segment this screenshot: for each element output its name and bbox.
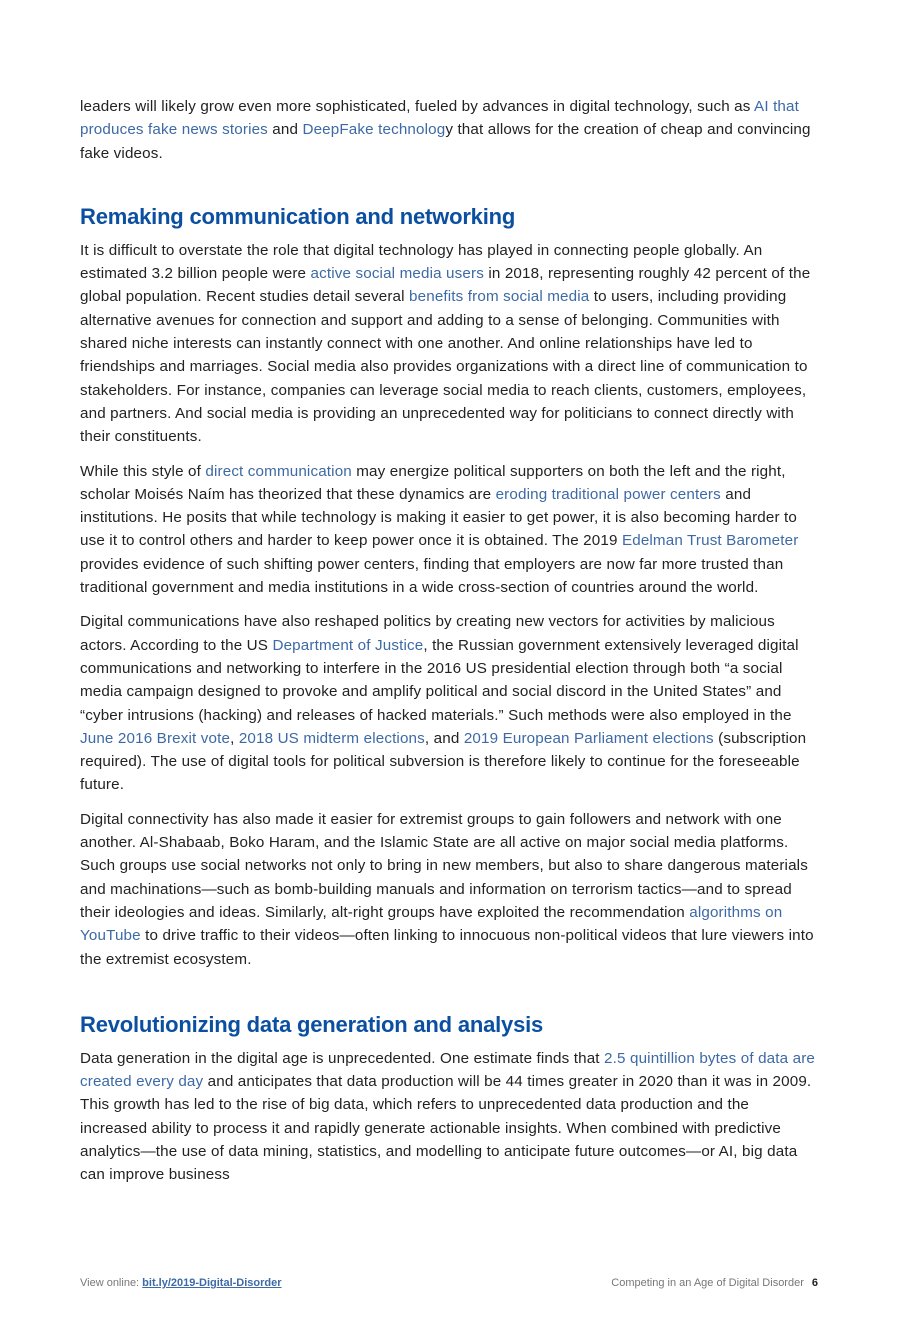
link-brexit-vote[interactable]: June 2016 Brexit vote (80, 729, 231, 747)
section-heading-data-generation: Revolutionizing data generation and analysis (80, 1011, 544, 1037)
paragraph-malicious-actors: Digital communications have also reshaped politics by creating new vectors for activities by malicious actors. According to the US Department of Justice, the Russian government extensively leveraged digital communications and networking to interfere in the 2016 US presidential election through both “a social media campaign designed to provoke and amplify political and social discord in the United States” and “cyber intrusions (hacking) and releases of hacked materials.” Such methods were also employed in the June 2016 Brexit vote, 2018 US midterm elections, and 2019 European Parliament elections (subscription required). The use of digital tools for political subversion is therefore likely to continue for the foreseeable future. (80, 613, 807, 794)
footer-doc-title: Competing in an Age of Digital Disorder (611, 1277, 804, 1289)
link-quintillion-bytes[interactable]: 2.5 quintillion bytes of data are created every day (80, 1049, 816, 1091)
link-edelman-trust-barometer[interactable]: Edelman Trust Barometer (621, 532, 799, 550)
link-ai-fake-news[interactable]: AI that produces fake news stories (80, 98, 799, 139)
page-number: 6 (811, 1277, 818, 1289)
link-department-of-justice[interactable]: Department of Justice (272, 636, 424, 654)
footer-link[interactable]: bit.ly/2019-Digital-Disorder (142, 1277, 282, 1289)
footer-doc-info (611, 1277, 818, 1289)
paragraph-connecting-people: It is difficult to overstate the role that digital technology has played in connecting people globally. An estimated 3.2 billion people were active social media users in 2018, representing roughly 42 percent of the global population. Recent studies detail several benefits from social media to users, including providing alternative avenues for connection and support and adding to a sense of belonging. Communities with shared niche interests can instantly connect with one another. And online relationships have led to friendships and marriages. Social media also provides organizations with a direct line of communication to stakeholders. For instance, companies can leverage social media to reach clients, customers, employees, and partners. And social media is providing an unprecedented way for politicians to connect directly with their constituents. (80, 241, 811, 446)
link-deepfake-technology[interactable]: DeepFake technolog (302, 121, 446, 139)
link-european-parliament-elections[interactable]: 2019 European Parliament elections (463, 729, 714, 747)
paragraph-extremist-groups: Digital connectivity has also made it easier for extremist groups to gain followers and network with one another. Al-Shabaab, Boko Haram, and the Islamic State are all active on major social media platforms. Such groups use social networks not only to bring in new members, but also to share dangerous materials and machinations—such as bomb-building manuals and information on terrorism tactics—and to spread their ideologies and ideas. Similarly, alt-right groups have exploited the recommendation algorithms on YouTube to drive traffic to their videos—often linking to innocuous non-political videos that lure viewers into the extremist ecosystem. (80, 810, 814, 968)
footer-view-online: View online: bit.ly/2019-Digital-Disorder (80, 1277, 282, 1289)
link-us-midterm-elections[interactable]: 2018 US midterm elections (238, 729, 425, 747)
intro-paragraph: leaders will likely grow even more sophisticated, fueled by advances in digital technology, such as AI that produces fake news stories and DeepFake technology that allows for the creation of cheap and convincing fake videos. (80, 98, 811, 162)
page-content (80, 95, 820, 1198)
link-direct-communication[interactable]: direct communication (205, 462, 352, 480)
section-heading-communication: Remaking communication and networking (80, 203, 516, 229)
paragraph-direct-communication: While this style of direct communication may energize political supporters on both the left and the right, scholar Moisés Naím has theorized that these dynamics are eroding traditional power centers and institutions. He posits that while technology is making it easier to get power, it is also becoming harder to use it to control others and harder to keep power once it is obtained. The 2019 Edelman Trust Barometer provides evidence of such shifting power centers, finding that employers are now far more trusted than traditional government and media institutions in a wide cross-section of countries around the world. (80, 462, 799, 597)
link-algorithms-youtube[interactable]: algorithms on YouTube (80, 903, 783, 945)
link-eroding-power-centers[interactable]: eroding traditional power centers (495, 485, 721, 503)
paragraph-data-generation: Data generation in the digital age is unprecedented. One estimate finds that 2.5 quintillion bytes of data are created every day and anticipates that data production will be 44 times greater in 2020 than it was in 2009. This growth has led to the rise of big data, which refers to unprecedented data production and the increased ability to process it and rapidly generate actionable insights. When combined with predictive analytics—the use of data mining, statistics, and modelling to anticipate future outcomes—or AI, big data can improve business (80, 1049, 816, 1184)
link-active-social-media-users[interactable]: active social media users (310, 265, 484, 283)
link-benefits-social-media[interactable]: benefits from social media (409, 288, 590, 306)
